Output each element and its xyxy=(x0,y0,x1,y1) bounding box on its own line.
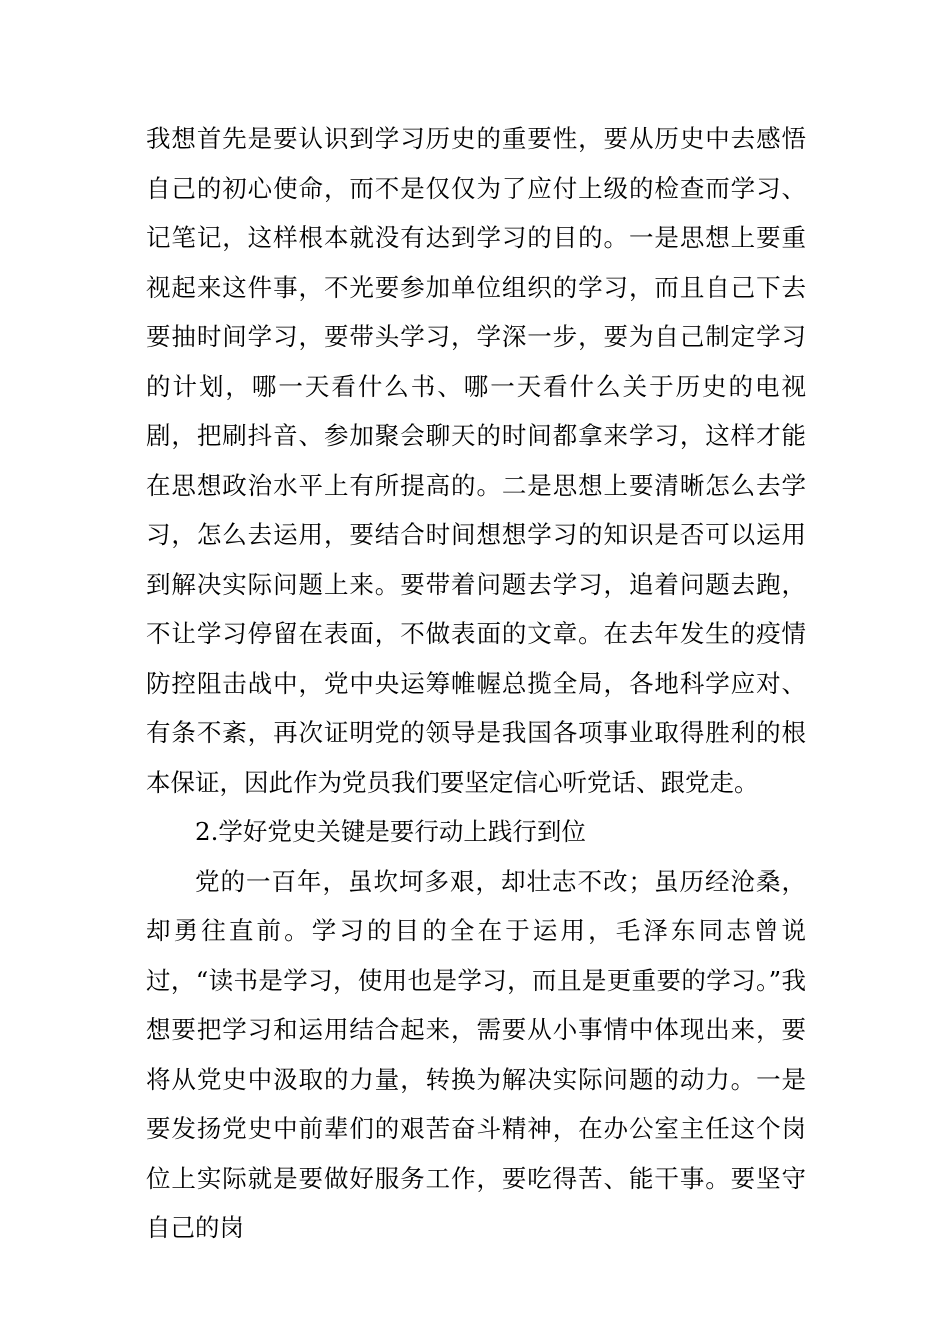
body-paragraph-1: 我想首先是要认识到学习历史的重要性，要从历史中去感悟自己的初心使命，而不是仅仅为了应付上级的检查而学习、记笔记，这样根本就没有达到学习的目的。一是思想上要重视起来这件事，不光要参加单位组织的学习，而且自己下去要抽时间学习，要带头学习，学深一步，要为自己制定学习的计划，哪一天看什么书、哪一天看什么关于历史的电视剧，把刷抖音、参加聚会聊天的时间都拿来学习，这样才能在思想政治水平上有所提高的。二是思想上要清晰怎么去学习，怎么去运用，要结合时间想想学习的知识是否可以运用到解决实际问题上来。要带着问题去学习，追着问题去跑，不让学习停留在表面，不做表面的文章。在去年发生的疫情防控阻击战中，党中央运筹帷幄总揽全局，各地科学应对、有条不紊，再次证明党的领导是我国各项事业取得胜利的根本保证，因此作为党员我们要坚定信心听党话、跟党走。 xyxy=(146,124,806,797)
body-paragraph-2: 党的一百年，虽坎坷多艰，却壮志不改；虽历经沧桑，却勇往直前。学习的目的全在于运用，毛泽东同志曾说过，“读书是学习，使用也是学习，而且是更重要的学习。”我想要把学习和运用结合起来，需要从小事情中体现出来，要将从党史中汲取的力量，转换为解决实际问题的动力。一是要发扬党史中前辈们的艰苦奋斗精神，在办公室主任这个岗位上实际就是要做好服务工作，要吃得苦、能干事。要坚守自己的岗 xyxy=(146,866,806,1242)
document-body xyxy=(146,114,806,1253)
section-heading-2: 2.学好党史关键是要行动上践行到位 xyxy=(195,817,586,846)
